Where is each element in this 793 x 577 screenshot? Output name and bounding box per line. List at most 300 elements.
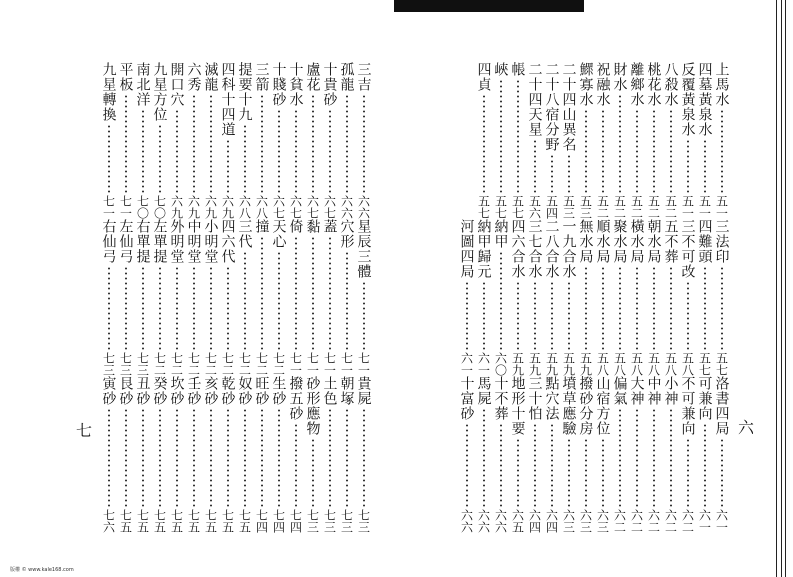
toc-entry-page: 六四 bbox=[527, 509, 542, 533]
toc-entry-title: 離鄉水 bbox=[628, 62, 645, 107]
toc-entry bbox=[698, 62, 712, 219]
leader-dots bbox=[704, 423, 706, 507]
toc-entry bbox=[528, 376, 542, 533]
toc-entry-page: 七三 bbox=[322, 509, 337, 533]
toc-entry-page: 六九 bbox=[203, 195, 218, 219]
leader-dots bbox=[346, 251, 348, 350]
leader-dots bbox=[210, 408, 212, 507]
toc-entry-title: 反覆黃泉水 bbox=[679, 62, 696, 137]
leader-dots bbox=[500, 251, 502, 350]
toc-entry bbox=[596, 219, 610, 376]
toc-column bbox=[202, 62, 219, 533]
toc-entry bbox=[306, 376, 320, 533]
toc-entry-title: 盧花 bbox=[304, 62, 321, 92]
toc-entry-page: 七二 bbox=[186, 352, 201, 376]
leader-dots bbox=[602, 266, 604, 350]
toc-column bbox=[662, 62, 679, 533]
toc-entry-page: 七二 bbox=[169, 352, 184, 376]
toc-entry bbox=[647, 62, 661, 219]
toc-entry-page: 七五 bbox=[135, 509, 150, 533]
toc-entry-page: 六二 bbox=[663, 509, 678, 533]
leader-dots bbox=[687, 139, 689, 193]
toc-entry-page: 六九 bbox=[169, 195, 184, 219]
toc-entry bbox=[136, 376, 150, 533]
toc-entry-title: 帳 bbox=[509, 62, 526, 77]
leader-dots bbox=[363, 94, 365, 193]
leader-dots bbox=[687, 438, 689, 507]
toc-entry bbox=[255, 376, 269, 533]
toc-entry bbox=[204, 376, 218, 533]
toc-entry-title: 順水局 bbox=[594, 219, 611, 264]
toc-entry-page: 五一 bbox=[697, 195, 712, 219]
toc-entry-title: 橫水局 bbox=[628, 219, 645, 264]
leader-dots bbox=[210, 94, 212, 193]
toc-entry bbox=[494, 376, 508, 533]
toc-entry bbox=[221, 376, 235, 533]
toc-entry bbox=[272, 376, 286, 533]
toc-entry bbox=[562, 62, 576, 219]
toc-entry bbox=[340, 219, 354, 376]
toc-entry bbox=[102, 62, 116, 219]
toc-column bbox=[219, 62, 236, 533]
toc-entry bbox=[511, 376, 525, 533]
toc-entry bbox=[460, 219, 474, 376]
toc-entry bbox=[715, 219, 729, 376]
toc-entry-page: 七四 bbox=[254, 509, 269, 533]
toc-entry bbox=[715, 62, 729, 219]
toc-columns bbox=[458, 62, 730, 533]
left-page bbox=[72, 40, 394, 540]
toc-entry bbox=[562, 219, 576, 376]
toc-entry-title: 孤龍 bbox=[338, 62, 355, 92]
toc-entry-title: 南北洋 bbox=[134, 62, 151, 107]
toc-entry-title: 滅龍 bbox=[202, 62, 219, 92]
toc-entry-title: 點穴法 bbox=[543, 376, 560, 421]
toc-entry bbox=[102, 219, 116, 376]
toc-entry bbox=[119, 376, 133, 533]
toc-entry-title: 中明堂 bbox=[185, 219, 202, 264]
toc-entry-page: 六五 bbox=[510, 509, 525, 533]
toc-column bbox=[526, 62, 543, 533]
toc-entry-title: 丑砂 bbox=[134, 376, 151, 406]
leader-dots bbox=[363, 281, 365, 350]
toc-entry bbox=[323, 376, 337, 533]
toc-column bbox=[355, 62, 372, 533]
toc-entry-title: 四科十四道 bbox=[219, 62, 236, 137]
toc-entry-page: 七三 bbox=[356, 509, 371, 533]
toc-entry-page: 七一 bbox=[101, 195, 116, 219]
toc-entry-page: 六八 bbox=[254, 195, 269, 219]
toc-entry bbox=[102, 376, 116, 533]
leader-dots bbox=[159, 124, 161, 193]
toc-entry-page: 七三 bbox=[339, 509, 354, 533]
toc-entry-title: 小明堂 bbox=[202, 219, 219, 264]
toc-entry bbox=[664, 62, 678, 219]
leader-dots bbox=[159, 266, 161, 350]
toc-entry-title: 三箭 bbox=[253, 62, 270, 92]
toc-entry bbox=[170, 62, 184, 219]
toc-entry-page: 六二 bbox=[612, 509, 627, 533]
toc-entry bbox=[289, 219, 303, 376]
toc-entry-page: 七二 bbox=[203, 352, 218, 376]
leader-dots bbox=[261, 94, 263, 193]
toc-entry bbox=[323, 62, 337, 219]
toc-entry-title: 四貞 bbox=[475, 62, 492, 92]
toc-entry-title: 蓋 bbox=[321, 219, 338, 234]
toc-entry bbox=[357, 219, 371, 376]
leader-dots bbox=[295, 109, 297, 193]
toc-entry-title: 上馬水 bbox=[713, 62, 730, 107]
toc-entry-title: 偏氣 bbox=[611, 376, 628, 406]
toc-entry-title: 二十四天星 bbox=[526, 62, 543, 137]
toc-entry-page: 六三 bbox=[561, 509, 576, 533]
toc-entry-page: 七五 bbox=[220, 509, 235, 533]
toc-entry bbox=[153, 219, 167, 376]
toc-entry bbox=[170, 219, 184, 376]
page-number: 七 bbox=[76, 421, 93, 440]
toc-entry-page: 五九 bbox=[527, 352, 542, 376]
toc-entry-title: 左單提 bbox=[151, 219, 168, 264]
toc-entry-page: 五七 bbox=[493, 195, 508, 219]
toc-entry-title: 三十怕 bbox=[526, 376, 543, 421]
toc-entry bbox=[545, 376, 559, 533]
toc-column bbox=[151, 62, 168, 533]
toc-entry bbox=[238, 219, 252, 376]
toc-entry bbox=[613, 62, 627, 219]
toc-entry bbox=[187, 219, 201, 376]
leader-dots bbox=[602, 438, 604, 507]
toc-entry bbox=[596, 376, 610, 533]
toc-entry-page: 七二 bbox=[271, 352, 286, 376]
toc-entry-title: 四墓黃泉水 bbox=[696, 62, 713, 137]
toc-entry bbox=[357, 62, 371, 219]
toc-entry-page: 五八 bbox=[595, 352, 610, 376]
leader-dots bbox=[568, 281, 570, 350]
leader-dots bbox=[227, 408, 229, 507]
toc-entry-page: 六九 bbox=[186, 195, 201, 219]
leader-dots bbox=[108, 408, 110, 507]
toc-column bbox=[594, 62, 611, 533]
leader-dots bbox=[585, 109, 587, 193]
leader-dots bbox=[278, 408, 280, 507]
leader-dots bbox=[670, 109, 672, 193]
toc-entry-title: 朝水局 bbox=[645, 219, 662, 264]
toc-column bbox=[628, 62, 645, 533]
toc-entry-title: 撞 bbox=[253, 219, 270, 234]
toc-entry-page: 五七 bbox=[476, 195, 491, 219]
toc-entry-title: 開口穴 bbox=[168, 62, 185, 107]
leader-dots bbox=[466, 281, 468, 350]
toc-column bbox=[458, 62, 475, 533]
leader-dots bbox=[329, 408, 331, 507]
leader-dots bbox=[244, 124, 246, 193]
toc-entry-page: 六六 bbox=[476, 509, 491, 533]
toc-entry-page: 六一 bbox=[714, 509, 729, 533]
leader-dots bbox=[534, 281, 536, 350]
toc-entry-page: 六七 bbox=[288, 195, 303, 219]
toc-entry-page: 六二 bbox=[680, 509, 695, 533]
toc-entry-title: 中神 bbox=[645, 376, 662, 406]
toc-column bbox=[287, 62, 304, 533]
toc-entry-page: 七二 bbox=[220, 352, 235, 376]
toc-entry-title: 山宿方位 bbox=[594, 376, 611, 436]
toc-entry bbox=[119, 62, 133, 219]
toc-column bbox=[338, 62, 355, 533]
toc-entry-page: 五八 bbox=[680, 352, 695, 376]
toc-entry bbox=[579, 376, 593, 533]
toc-entry-title: 右仙弓 bbox=[100, 219, 117, 264]
toc-entry-title: 癸砂 bbox=[151, 376, 168, 406]
toc-entry-page: 六七 bbox=[271, 195, 286, 219]
leader-dots bbox=[210, 266, 212, 350]
leader-dots bbox=[312, 236, 314, 350]
leader-dots bbox=[670, 266, 672, 350]
leader-dots bbox=[636, 266, 638, 350]
toc-entry-page: 七三 bbox=[101, 352, 116, 376]
toc-entry-page: 五九 bbox=[510, 352, 525, 376]
toc-entry-title: 九星轉換 bbox=[100, 62, 117, 122]
toc-column bbox=[100, 62, 117, 533]
toc-entry bbox=[357, 376, 371, 533]
toc-entry bbox=[477, 62, 491, 219]
toc-entry-title: 小神 bbox=[662, 376, 679, 406]
toc-entry bbox=[289, 376, 303, 533]
toc-entry bbox=[596, 62, 610, 219]
leader-dots bbox=[721, 109, 723, 193]
toc-entry bbox=[204, 219, 218, 376]
toc-entry bbox=[664, 376, 678, 533]
scan-black-bar bbox=[394, 0, 584, 12]
toc-entry bbox=[187, 376, 201, 533]
toc-entry-title: 祝融水 bbox=[594, 62, 611, 107]
toc-column bbox=[679, 62, 696, 533]
toc-entry bbox=[681, 62, 695, 219]
toc-entry-title: 倚 bbox=[287, 219, 304, 234]
leader-dots bbox=[312, 438, 314, 507]
toc-entry-title: 撥五砂 bbox=[287, 376, 304, 421]
toc-entry bbox=[460, 376, 474, 533]
toc-entry-title: 一九合水 bbox=[560, 219, 577, 279]
toc-entry bbox=[630, 219, 644, 376]
toc-column bbox=[713, 62, 730, 533]
toc-entry bbox=[664, 219, 678, 376]
toc-entry-page: 七四 bbox=[271, 509, 286, 533]
toc-entry-title: 三不可改 bbox=[679, 219, 696, 279]
toc-entry bbox=[306, 219, 320, 376]
leader-dots bbox=[636, 109, 638, 193]
toc-entry bbox=[579, 62, 593, 219]
toc-entry-page: 六六 bbox=[339, 195, 354, 219]
leader-dots bbox=[363, 408, 365, 507]
toc-entry-page: 六〇 bbox=[493, 352, 508, 376]
toc-entry-title: 亥砂 bbox=[202, 376, 219, 406]
toc-entry-page: 七〇 bbox=[135, 195, 150, 219]
toc-column bbox=[117, 62, 134, 533]
toc-entry-title: 桃花水 bbox=[645, 62, 662, 107]
toc-entry-title: 四難頭 bbox=[696, 219, 713, 264]
leader-dots bbox=[619, 408, 621, 507]
toc-entry-page: 六九 bbox=[220, 195, 235, 219]
toc-column bbox=[304, 62, 321, 533]
leader-dots bbox=[551, 281, 553, 350]
toc-entry-page: 六一 bbox=[697, 509, 712, 533]
toc-entry-title: 砂形應物 bbox=[304, 376, 321, 436]
leader-dots bbox=[108, 124, 110, 193]
toc-entry-page: 七三 bbox=[305, 509, 320, 533]
toc-entry bbox=[511, 62, 525, 219]
toc-entry-page: 五八 bbox=[629, 352, 644, 376]
leader-dots bbox=[551, 154, 553, 193]
leader-dots bbox=[534, 139, 536, 193]
toc-column bbox=[645, 62, 662, 533]
leader-dots bbox=[244, 251, 246, 350]
toc-entry-page: 五一 bbox=[680, 195, 695, 219]
toc-entry-page: 五一 bbox=[714, 195, 729, 219]
leader-dots bbox=[636, 408, 638, 507]
toc-entry-page: 七五 bbox=[186, 509, 201, 533]
toc-entry bbox=[204, 62, 218, 219]
toc-entry-page: 七六 bbox=[101, 509, 116, 533]
toc-entry-title: 坎砂 bbox=[168, 376, 185, 406]
toc-entry bbox=[494, 62, 508, 219]
toc-entry-title: 壬砂 bbox=[185, 376, 202, 406]
toc-entry bbox=[698, 376, 712, 533]
leader-dots bbox=[721, 438, 723, 507]
toc-entry-title: 黏 bbox=[304, 219, 321, 234]
leader-dots bbox=[295, 423, 297, 507]
leader-dots bbox=[534, 423, 536, 507]
leader-dots bbox=[568, 154, 570, 193]
leader-dots bbox=[517, 438, 519, 507]
toc-entry bbox=[153, 376, 167, 533]
leader-dots bbox=[142, 266, 144, 350]
leader-dots bbox=[125, 408, 127, 507]
toc-entry-page: 七五 bbox=[203, 509, 218, 533]
leader-dots bbox=[261, 408, 263, 507]
footer-watermark: 版權 © www.kale168.com bbox=[10, 567, 74, 573]
leader-dots bbox=[517, 281, 519, 350]
toc-entry-title: 九星方位 bbox=[151, 62, 168, 122]
toc-entry-title: 十貧水 bbox=[287, 62, 304, 107]
toc-entry-title: 河圖四局 bbox=[458, 219, 475, 279]
leader-dots bbox=[176, 109, 178, 193]
page-edge-line bbox=[785, 0, 786, 577]
toc-entry-page: 五二 bbox=[612, 195, 627, 219]
toc-entry-page: 七一 bbox=[356, 352, 371, 376]
toc-entry-title: 提要十九 bbox=[236, 62, 253, 122]
toc-entry-title: 外明堂 bbox=[168, 219, 185, 264]
toc-column bbox=[236, 62, 253, 533]
toc-entry-title: 洛書四局 bbox=[713, 376, 730, 436]
leader-dots bbox=[483, 408, 485, 507]
leader-dots bbox=[125, 94, 127, 193]
toc-column bbox=[185, 62, 202, 533]
toc-entry-title: 十不葬 bbox=[492, 376, 509, 421]
toc-entry-title: 天心 bbox=[270, 219, 287, 249]
leader-dots bbox=[329, 236, 331, 350]
toc-entry-title: 奴砂 bbox=[236, 376, 253, 406]
leader-dots bbox=[687, 281, 689, 350]
toc-entry-title: 土色 bbox=[321, 376, 338, 406]
leader-dots bbox=[278, 109, 280, 193]
toc-entry bbox=[238, 376, 252, 533]
toc-entry-page: 七二 bbox=[152, 352, 167, 376]
toc-entry bbox=[630, 376, 644, 533]
toc-entry bbox=[579, 219, 593, 376]
right-page bbox=[398, 40, 758, 540]
toc-entry-page: 五二 bbox=[629, 195, 644, 219]
toc-entry-title: 峽 bbox=[492, 62, 509, 77]
leader-dots bbox=[670, 408, 672, 507]
toc-entry-title: 二十八宿分野 bbox=[543, 62, 560, 152]
toc-column bbox=[509, 62, 526, 533]
toc-column bbox=[253, 62, 270, 533]
toc-entry-page: 六三 bbox=[595, 509, 610, 533]
toc-entry-title: 地形十要 bbox=[509, 376, 526, 436]
toc-entry bbox=[613, 376, 627, 533]
toc-entry bbox=[255, 62, 269, 219]
toc-entry-page: 七五 bbox=[237, 509, 252, 533]
toc-entry bbox=[545, 62, 559, 219]
toc-entry bbox=[545, 219, 559, 376]
toc-column bbox=[492, 62, 509, 533]
leader-dots bbox=[329, 109, 331, 193]
toc-entry-title: 不可兼向 bbox=[679, 376, 696, 436]
leader-dots bbox=[193, 266, 195, 350]
toc-entry-page: 五八 bbox=[646, 352, 661, 376]
leader-dots bbox=[483, 281, 485, 350]
toc-entry-title: 二十四山異名 bbox=[560, 62, 577, 152]
toc-entry-title: 六秀 bbox=[185, 62, 202, 92]
toc-entry-page: 五九 bbox=[544, 352, 559, 376]
toc-entry-page: 五七 bbox=[714, 352, 729, 376]
page-edge-line bbox=[776, 0, 777, 577]
leader-dots bbox=[193, 408, 195, 507]
toc-entry-title: 財水 bbox=[611, 62, 628, 92]
toc-column bbox=[321, 62, 338, 533]
toc-entry-title: 平板 bbox=[117, 62, 134, 92]
toc-entry-title: 右單提 bbox=[134, 219, 151, 264]
toc-entry-title: 八殺水 bbox=[662, 62, 679, 107]
toc-entry-page: 五八 bbox=[663, 352, 678, 376]
toc-entry-title: 撥砂分房 bbox=[577, 376, 594, 436]
toc-entry-page: 六六 bbox=[356, 195, 371, 219]
toc-entry bbox=[477, 376, 491, 533]
toc-entry bbox=[272, 62, 286, 219]
page-edge-line bbox=[781, 0, 782, 577]
leader-dots bbox=[159, 408, 161, 507]
toc-entry-title: 朝塚 bbox=[338, 376, 355, 406]
toc-entry bbox=[119, 219, 133, 376]
toc-entry-title: 三代 bbox=[236, 219, 253, 249]
toc-column bbox=[134, 62, 151, 533]
toc-entry bbox=[289, 62, 303, 219]
toc-column bbox=[611, 62, 628, 533]
toc-entry bbox=[136, 62, 150, 219]
toc-entry-page: 七二 bbox=[254, 352, 269, 376]
page-number: 六 bbox=[737, 418, 754, 437]
toc-entry-page: 五六 bbox=[527, 195, 542, 219]
leader-dots bbox=[346, 94, 348, 193]
toc-entry-title: 穴形 bbox=[338, 219, 355, 249]
toc-entry-title: 貴屍 bbox=[355, 376, 372, 406]
toc-entry-title: 星辰三體 bbox=[355, 219, 372, 279]
toc-entry-page: 七五 bbox=[118, 509, 133, 533]
toc-entry bbox=[528, 62, 542, 219]
toc-entry-title: 寅砂 bbox=[100, 376, 117, 406]
toc-entry-title: 左仙弓 bbox=[117, 219, 134, 264]
toc-entry bbox=[477, 219, 491, 376]
